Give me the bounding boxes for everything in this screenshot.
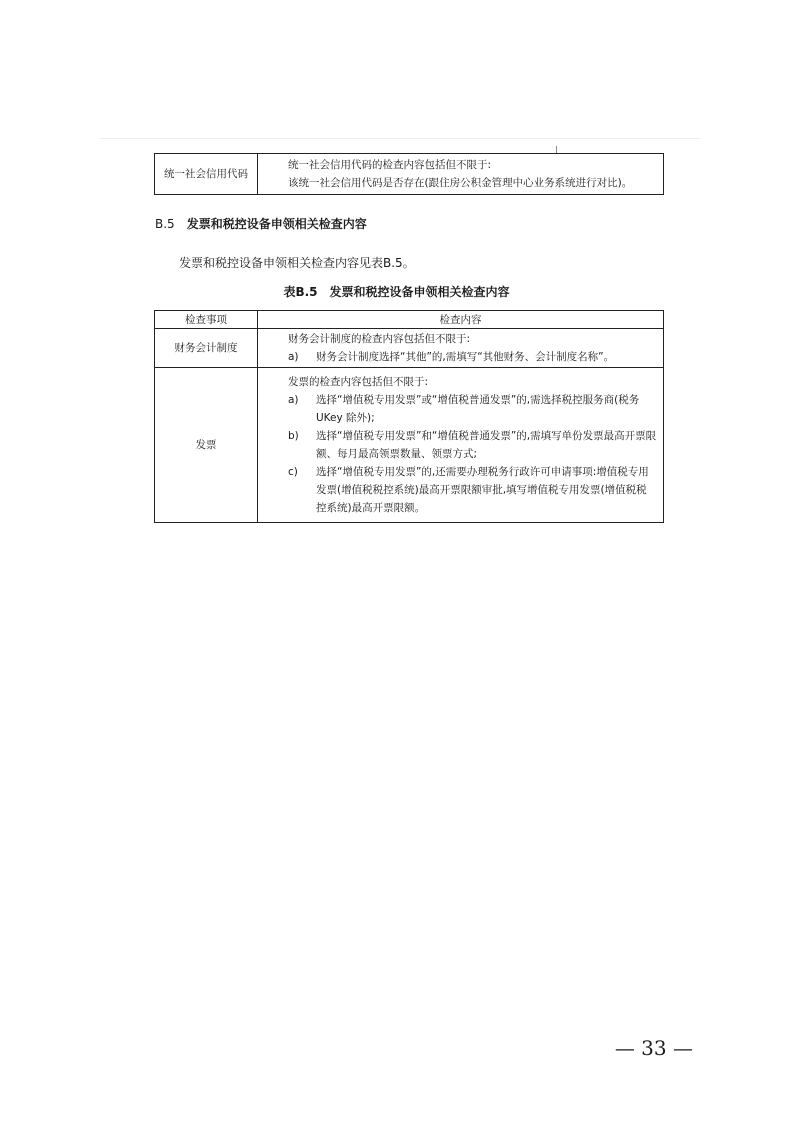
content-line: 该统一社会信用代码是否存在(跟住房公积金管理中心业务系统进行对比)。 (288, 177, 633, 189)
row-label: 财务会计制度 (155, 329, 258, 368)
row-label: 统一社会信用代码 (155, 154, 258, 195)
continued-table (154, 153, 664, 195)
section-title: 发票和税控设备申领相关检查内容 (186, 217, 367, 231)
list-item (288, 427, 657, 463)
caption-title: 发票和税控设备申领相关检查内容 (329, 285, 510, 299)
row-content (258, 154, 664, 195)
table-row (155, 368, 664, 523)
item-text: 财务会计制度选择“其他”的,需填写“其他财务、会计制度名称”。 (316, 351, 615, 363)
table-row (155, 329, 664, 368)
section-intro: 发票和税控设备申领相关检查内容见表B.5。 (179, 256, 415, 270)
content-line: 统一社会信用代码的检查内容包括但不限于: (288, 159, 492, 171)
page-number: — 33 — (614, 1036, 693, 1060)
header-item: 检查事项 (155, 311, 258, 329)
table-caption (0, 283, 793, 300)
content-intro: 财务会计制度的检查内容包括但不限于: (288, 333, 471, 345)
list-item (288, 348, 657, 366)
table-row (155, 154, 664, 195)
row-content (258, 368, 664, 523)
item-text: 选择“增值税专用发票”和“增值税普通发票”的,需填写单份发票最高开票限额、每月最高领票数量、领票方式; (316, 430, 657, 460)
row-label: 发票 (155, 368, 258, 523)
page-top-border (100, 138, 700, 139)
content-intro: 发票的检查内容包括但不限于: (288, 376, 429, 388)
inspection-table (154, 310, 664, 523)
item-text: 选择“增值税专用发票”的,还需要办理税务行政许可申请事项:增值税专用发票(增值税税控系统)最高开票限额审批,填写增值税专用发票(增值税税控系统)最高开票限额。 (316, 466, 649, 514)
item-marker: a) (288, 351, 299, 363)
table-header-row (155, 311, 664, 329)
item-marker: a) (288, 394, 299, 406)
row-content (258, 329, 664, 368)
item-marker: b) (288, 430, 299, 442)
list-item (288, 391, 657, 427)
section-number: B.5 (155, 217, 175, 231)
header-content: 检查内容 (258, 311, 664, 329)
list-item (288, 463, 657, 517)
item-text: 选择“增值税专用发票”或“增值税普通发票”的,需选择税控服务商(税务 UKey 除外); (316, 394, 640, 424)
item-marker: c) (288, 466, 298, 478)
caption-number: 表B.5 (283, 285, 318, 299)
section-heading (155, 215, 367, 232)
